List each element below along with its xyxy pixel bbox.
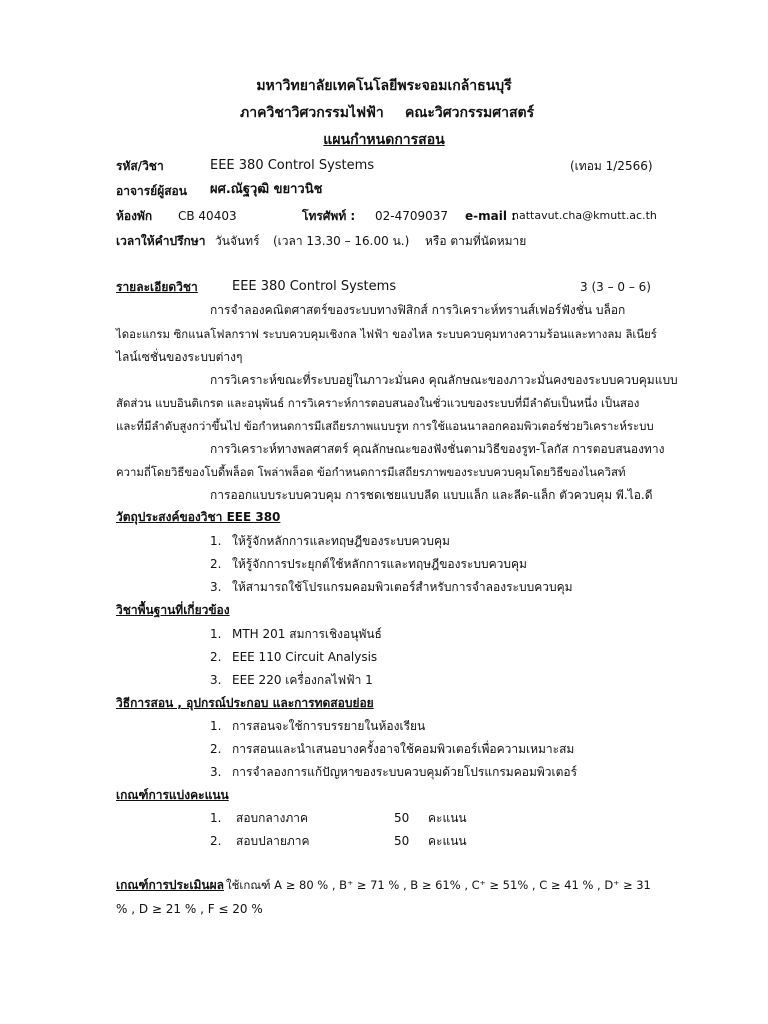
method-text: การสอนจะใช้การบรรยายในห้องเรียน [232, 719, 426, 733]
methods-title: วิธีการสอน , อุปกรณ์ประกอบ และการทดสอบย่อย [116, 696, 374, 710]
grading-title: เกณฑ์การประเมินผล [116, 878, 225, 892]
method-text: การจำลองการแก้ปัญหาของระบบควบคุมด้วยโปรแกรมคอมพิวเตอร์ [232, 765, 578, 779]
scoring-name: สอบกลางภาค [236, 811, 309, 825]
description-course: EEE 380 Control Systems [232, 279, 397, 294]
phone-label: โทรศัพท์ : [302, 209, 356, 223]
description-line: การวิเคราะห์ขณะที่ระบบอยู่ในภาวะมั่นคง คุณลักษณะของภาวะมั่นคงของระบบควบคุมแบบ [210, 373, 678, 387]
consult-alt: หรือ ตามที่นัดหมาย [425, 234, 527, 248]
scoring-unit: คะแนน [428, 811, 467, 825]
room-value: CB 40403 [178, 209, 237, 223]
instructor-label: อาจารย์ผู้สอน [116, 184, 187, 198]
objective-num: 1. [210, 534, 222, 548]
scoring-title: เกณฑ์การแบ่งคะแนน [116, 788, 229, 802]
email-label: e-mail : [465, 209, 516, 223]
scoring-num: 1. [210, 811, 222, 825]
scoring-num: 2. [210, 834, 222, 848]
prerequisite-text: EEE 110 Circuit Analysis [232, 650, 378, 664]
method-num: 2. [210, 742, 222, 756]
prerequisite-num: 1. [210, 627, 222, 641]
consult-label: เวลาให้คำปรึกษา [116, 234, 206, 248]
prerequisite-text: MTH 201 สมการเชิงอนุพันธ์ [232, 627, 382, 641]
instructor-value: ผศ.ณัฐวุฒิ ขยาวนิช [210, 182, 323, 197]
method-num: 1. [210, 719, 222, 733]
prerequisite-num: 2. [210, 650, 222, 664]
document-title: แผนกำหนดการสอน [323, 132, 445, 148]
description-line: และที่มีลำดับสูงกว่าขึ้นไป ข้อกำหนดการมีเสถียรภาพแบบรูท การใช้แอนนาลอกคอมพิวเตอร์ช่วยวิเคราะห์ระบบ [116, 419, 654, 433]
room-label: ห้องพัก [116, 209, 153, 223]
scoring-unit: คะแนน [428, 834, 467, 848]
scoring-points: 50 [394, 811, 410, 825]
description-line: ไดอะแกรม ซิกแนลโฟลกราฟ ระบบควบคุมเชิงกล ไฟฟ้า ของไหล ระบบควบคุมทางความร้อนและทางลม ลิเนียร์ [116, 327, 657, 341]
objective-num: 3. [210, 580, 222, 594]
scoring-points: 50 [394, 834, 410, 848]
course-label: รหัส/วิชา [116, 159, 164, 173]
email-value: nattavut.cha@kmutt.ac.th [512, 209, 657, 222]
description-line: ความถี่โดยวิธีของโบดี้พล็อต โพล่าพล็อต ข้อกำหนดการมีเสถียรภาพของระบบควบคุมโดยวิธีของไนควิสท์ [116, 465, 626, 479]
objective-num: 2. [210, 557, 222, 571]
method-num: 3. [210, 765, 222, 779]
department-name: ภาควิชาวิศวกรรมไฟฟ้า [240, 105, 384, 121]
term: (เทอม 1/2566) [570, 159, 653, 173]
faculty-name: คณะวิศวกรรมศาสตร์ [405, 105, 535, 121]
description-line: การจำลองคณิตศาสตร์ของระบบทางฟิสิกส์ การวิเคราะห์ทรานส์เฟอร์ฟังชั่น บล็อก [210, 303, 626, 317]
grading-line: % , D ≥ 21 % , F ≤ 20 % [116, 902, 263, 916]
consult-day: วันจันทร์ [215, 234, 260, 248]
description-line: ไลน์เซชั่นของระบบต่างๆ [116, 350, 243, 364]
description-line: การวิเคราะห์ทางพลศาสตร์ คุณลักษณะของฟังชั่นตามวิธีของรูท-โลกัส การตอบสนองทาง [210, 442, 665, 456]
objective-text: ให้สามารถใช้โปรแกรมคอมพิวเตอร์สำหรับการจำลองระบบควบคุม [232, 580, 573, 594]
objective-text: ให้รู้จักหลักการและทฤษฎีของระบบควบคุม [232, 534, 450, 548]
phone-value: 02-4709037 [375, 209, 449, 223]
description-credits: 3 (3 – 0 – 6) [580, 280, 651, 294]
method-text: การสอนและนำเสนอบางครั้งอาจใช้คอมพิวเตอร์เพื่อความเหมาะสม [232, 742, 575, 756]
description-line: การออกแบบระบบควบคุม การชดเชยแบบลีด แบบแล็ก และลีด-แล็ก ตัวควบคุม พี.ไอ.ดี [210, 488, 653, 502]
prerequisite-text: EEE 220 เครื่องกลไฟฟ้า 1 [232, 673, 373, 687]
university-name: มหาวิทยาลัยเทคโนโลยีพระจอมเกล้าธนบุรี [256, 78, 512, 94]
consult-time: (เวลา 13.30 – 16.00 น.) [273, 234, 410, 248]
description-line: สัดส่วน แบบอินติเกรต และอนุพันธ์ การวิเคราะห์การตอบสนองในชั่วแวบของระบบที่มีลำดับเป็นหนึ่ง เป็นสอง [116, 396, 640, 410]
grading-line: ใช้เกณฑ์ A ≥ 80 % , B⁺ ≥ 71 % , B ≥ 61% , C⁺ ≥ 51% , C ≥ 41 % , D⁺ ≥ 31 [226, 878, 651, 892]
scoring-name: สอบปลายภาค [236, 834, 310, 848]
course-value: EEE 380 Control Systems [210, 158, 375, 173]
prerequisites-title: วิชาพื้นฐานที่เกี่ยวข้อง [116, 603, 230, 617]
description-label: รายละเอียดวิชา [116, 280, 198, 294]
prerequisite-num: 3. [210, 673, 222, 687]
objectives-title: วัตถุประสงค์ของวิชา EEE 380 [116, 510, 281, 524]
objective-text: ให้รู้จักการประยุกต์ใช้หลักการและทฤษฎีของระบบควบคุม [232, 557, 527, 571]
